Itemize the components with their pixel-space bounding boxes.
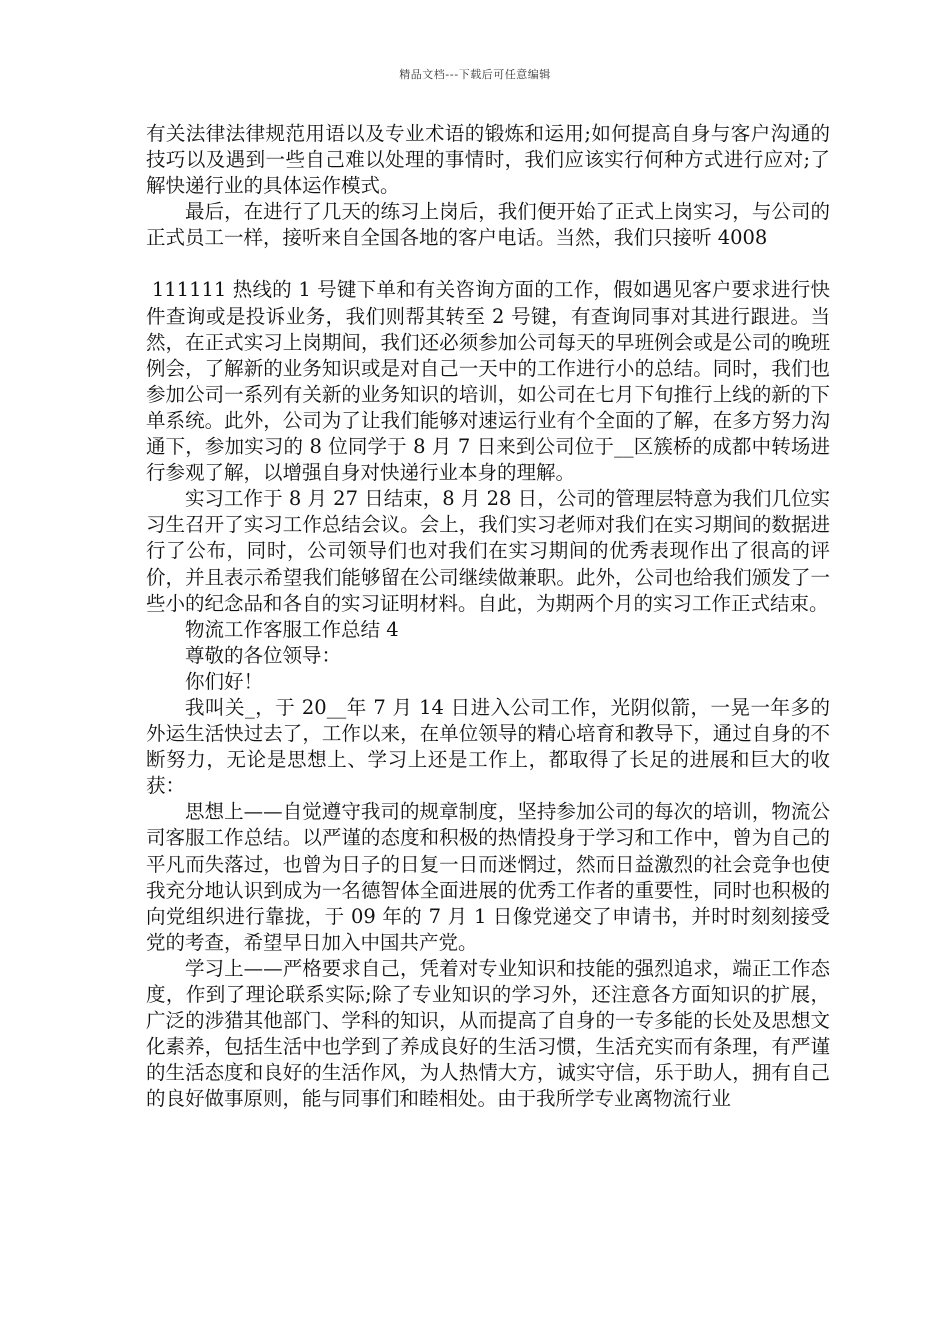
salutation: 尊敬的各位领导：	[185, 643, 342, 667]
paragraph-hotline-work: 111111 热线的 1 号键下单和有关咨询方面的工作，假如遇见客户要求进行快件查询或是投诉业务，我们则帮其转至 2 号键，有查询同事对其进行跟进。当然，在正式实习上岗期间，我们还必须参加公司每天的早班例会或是公司的晚班例会，了解新的业务知识或是对自己一天中的工作进行小的总结。同时，我们也参加公司一系列有关新的业务知识的培训，如公司在七月下旬推行上线的新的下单系统。此外，公司为了让我们能够对速运行业有个全面的了解，在多方努力沟通下，参加实习的 8 位同学于 8 月 7 日来到公司位于__区簇桥的成都中转场进行参观了解，以增强自身对快递行业本身的理解。	[146, 278, 830, 485]
paragraph-formal-internship: 最后，在进行了几天的练习上岗后，我们便开始了正式上岗实习，与公司的正式员工一样，接听来自全国各地的客户电话。当然，我们只接听 4008	[146, 200, 830, 250]
paragraph-ideology: 思想上——自觉遵守我司的规章制度，坚持参加公司的每次的培训，物流公司客服工作总结。以严谨的态度和积极的热情投身于学习和工作中，曾为自己的平凡而失落过，也曾为日子的日复一日而迷惘过，然而日益激烈的社会竞争也使我充分地认识到成为一名德智体全面进展的优秀工作者的重要性，同时也积极的向党组织进行靠拢，于 09 年的 7 月 1 日像党递交了申请书，并时时刻刻接受党的考查，希望早日加入中国共产党。	[146, 800, 830, 954]
paragraph-gap	[146, 251, 830, 277]
paragraph-internship-end: 实习工作于 8 月 27 日结束，8 月 28 日，公司的管理层特意为我们几位实习生召开了实习工作总结会议。会上，我们实习老师对我们在实习期间的数据进行了公布，同时，公司领导们也对我们在实习期间的优秀表现作出了很高的评价，并且表示希望我们能够留在公司继续做兼职。此外，公司也给我们颁发了一些小的纪念品和各自的实习证明材料。自此，为期两个月的实习工作正式结束。	[146, 487, 830, 615]
paragraph-study: 学习上——严格要求自己，凭着对专业知识和技能的强烈追求，端正工作态度，作到了理论联系实际;除了专业知识的学习外，还注意各方面知识的扩展，广泛的涉猎其他部门、学科的知识，从而提高了自身的一专多能的长处及思想文化素养，包括生活中也学到了养成良好的生活习惯，生活充实而有条理，有严谨的生活态度和良好的生活作风，为人热情大方，诚实守信，乐于助人，拥有自己的良好做事原则，能与同事们和睦相处。由于我所学专业离物流行业	[146, 956, 830, 1111]
running-header: 精品文档---下载后可任意编辑	[399, 68, 551, 81]
paragraph-introduction: 我叫关_，于 20__年 7 月 14 日进入公司工作，光阴似箭，一晃一年多的外运生活快过去了，工作以来，在单位领导的精心培育和教导下，通过自身的不断努力，无论是思想上、学习上还是工作上，都取得了长足的进展和巨大的收获：	[146, 695, 830, 798]
section-heading: 物流工作客服工作总结 4	[185, 617, 399, 641]
paragraph-legal-terms: 有关法律法律规范用语以及专业术语的锻炼和运用;如何提高自身与客户沟通的技巧以及遇到一些自己难以处理的事情时，我们应该实行何种方式进行应对;了解快递行业的具体运作模式。	[146, 122, 830, 198]
greeting: 你们好！	[185, 669, 264, 693]
document-body	[146, 121, 830, 1112]
